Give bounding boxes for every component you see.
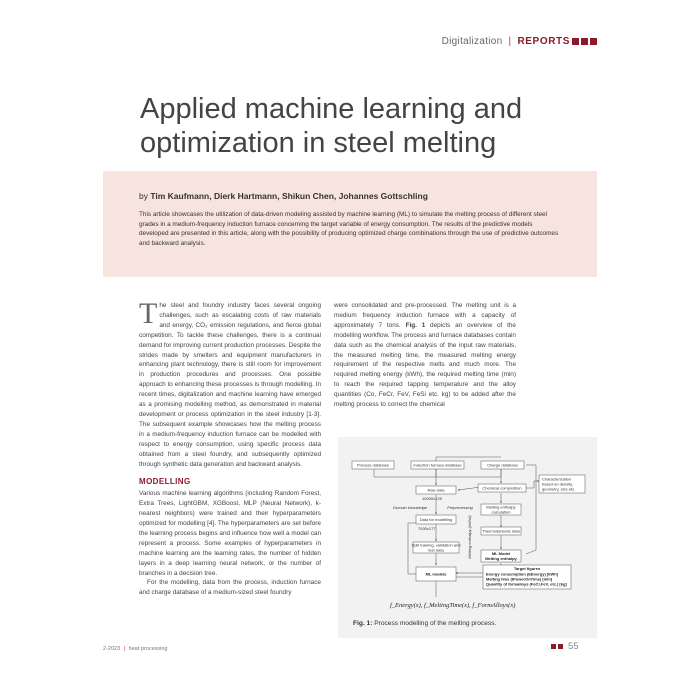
label-vertical: Melting enthalpy (kWh/t): [467, 515, 472, 559]
label-chemical-comp: Chemical composition: [482, 485, 522, 491]
article-title: Applied machine learning and optimization in steel melting: [140, 93, 523, 159]
label-target-title: Target figures: [513, 566, 541, 571]
label-characterization-3: geometry, size etc.: [542, 486, 576, 492]
caption-text: Process modelling of the melting process.: [372, 620, 497, 627]
footer-square-icon: [551, 644, 556, 649]
header-square-icon: [572, 38, 579, 45]
header-separator: |: [508, 36, 512, 47]
right-text-before: were consolidated and pre-processed. The melting unit is a medium frequency induction furnace with a capacity of approximately 7 tons.: [334, 302, 516, 329]
intro-paragraph: [139, 297, 321, 469]
right-paragraph: [334, 301, 516, 410]
label-target-1: Energy consumption (EEnergy) [kWh]: [486, 571, 559, 577]
figure-reference: Fig. 1: [405, 321, 426, 329]
figure-caption: [353, 620, 496, 627]
label-split-2: test data: [428, 547, 444, 553]
left-column: [139, 297, 321, 598]
authors-prefix: by: [139, 191, 151, 201]
label-domain: Domain knowledge: [392, 505, 428, 510]
label-enthalpy-calc-2: calculation: [491, 509, 511, 515]
label-charge-db: Charge database: [487, 462, 518, 468]
modelling-paragraph-1: Various machine learning algorithms (including Random Forest, Extra Trees, LightGBM, XGBoost, MLP (Neural Network), k-nearest neighbors) were trained and their hyperparameters optimized for modelling [4]. The hyperparameters are set before the learning process begins and influence how well a model can represent a process. Some examples of hyperparameters in machine learning are the learning rates, the number of hidden layers in a deep learning neural network, or the number of branches in a decision tree.: [139, 490, 321, 577]
label-target-2: Melting time (tPowerOnTime) [min]: [486, 576, 553, 582]
page-number: 55: [568, 641, 579, 652]
label-preprocessing: Preprocessing: [447, 505, 473, 510]
label-induction-db: Induction furnace database: [413, 462, 462, 468]
label-target-3: Quantity of formalloys (FeCr,FeV, etc.) [kg]: [486, 581, 567, 587]
label-ml-models: ML models: [425, 571, 447, 577]
header-square-icon: [581, 38, 588, 45]
abstract-box: [103, 171, 597, 277]
label-dim2: 7000x177: [418, 526, 436, 531]
header-label: REPORTS: [517, 36, 570, 47]
workflow-diagram: [338, 437, 597, 638]
caption-label: Fig. 1:: [353, 620, 373, 627]
footer-left: [103, 646, 167, 652]
footer-issue: 2-2023: [103, 646, 121, 652]
footer-right: [551, 641, 579, 652]
label-characterization-2: based on density,: [542, 481, 574, 487]
label-process-db: Process database: [356, 462, 390, 468]
label-raw-data: Raw data: [427, 487, 445, 493]
label-dim1: 10000x125: [422, 496, 442, 501]
authors-line: [139, 191, 561, 201]
label-data-modelling: Data for modelling: [419, 517, 453, 522]
label-ml-model-1: ML Model: [491, 551, 511, 556]
label-ml-model-2: Melting enthalpy: [485, 556, 517, 561]
label-thermodynamic: Thermodynamic data: [482, 528, 520, 534]
dropcap: T: [139, 297, 158, 330]
footer-square-icon: [558, 644, 563, 649]
right-text-after: depicts an overview of the modelling workflow. The process and furnace databases contain data such as the chemical analysis of the input raw materials, the measured melting time, the measured melting energy requirement of the respective melts and much more. The required melting energy (kWh), the required melting time (min) to reach the required tapping temperature and the alloy quantities (Co, FeCr, FeV, FeSi etc. kg) to be added after the melting process to correct the chemical: [334, 321, 516, 409]
modelling-paragraph-2: For the modelling, data from the process, induction furnace and charge database of a medium-sized steel foundry: [139, 579, 321, 597]
header-section: Digitalization: [441, 36, 503, 47]
label-enthalpy-calc-1: Melting enthalpy: [486, 504, 516, 510]
abstract-text: This article showcases the utilization of data-driven modeling assisted by machine learning (ML) to simulate the melting process of different steel grades in a medium-frequency induction furnace concerning the target variable of energy consumption. The results of the predictive models developed are presented in this article, along with the possibility of producing optimized charge combinations through the use of predictive outcomes and backward analysis.: [139, 211, 559, 247]
intro-text: he steel and foundry industry faces several ongoing challenges, such as escalating costs of raw materials and energy, CO₂ emission regulations, and fierce global competition. To tackle these challenges, there is a continual demand for improving current production processes. Despite the strides made by smelters and equipment manufacturers in enhancing plant technology, there is still room for improvement in production procedures and processes. One possible approach to enhancing these processes is through modelling. In recent times, digitalization and machine learning have emerged as a promising modelling method, as demonstrated in material development or process optimization in the steel industry [1-3]. The subsequent example showcases how the melting process in a medium-frequency induction furnace can be modelled with respect to energy consumption, using specific process data obtained from a steel foundry, and subsequently optimized through synthetic data generation and backward analysis.: [139, 302, 321, 468]
section-heading: MODELLING: [139, 477, 191, 487]
header-square-icon: [590, 38, 597, 45]
label-split-1: Split training, validation and: [411, 542, 461, 548]
label-formula: f_Energy(x), f_MeltingTime(x), f_FormAlloys(x): [390, 602, 516, 609]
right-column: [334, 301, 516, 410]
label-characterization-1: Characterization: [542, 476, 572, 482]
footer-separator: |: [123, 646, 126, 652]
figure-panel: [338, 437, 597, 638]
page-header: [442, 36, 597, 47]
author-names: Tim Kaufmann, Dierk Hartmann, Shikun Chen, Johannes Gottschling: [150, 191, 428, 201]
footer-journal: heat processing: [128, 646, 168, 652]
